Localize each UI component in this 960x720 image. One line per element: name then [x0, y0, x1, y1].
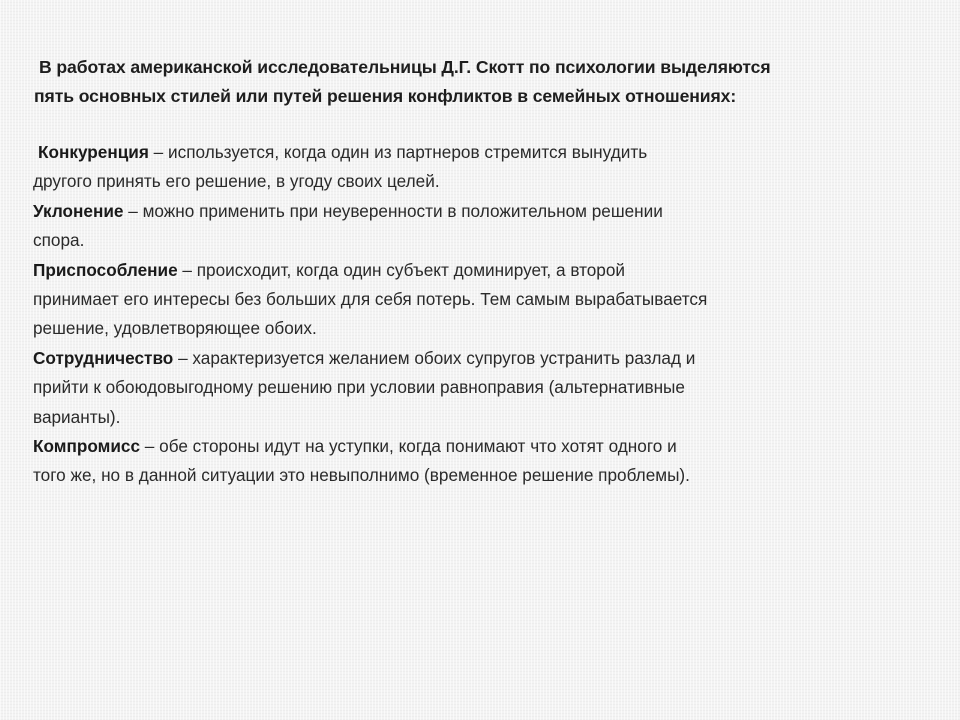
intro-line: В работах американской исследовательницы Д.Г. Скотт по психологии выделяются — [39, 57, 771, 77]
intro-paragraph — [34, 53, 894, 111]
style-term: Конкуренция — [38, 142, 149, 162]
style-line — [33, 197, 913, 226]
style-description: – происходит, когда один субъект доминирует, а второй — [177, 259, 626, 280]
intro-line: пять основных стилей или путей решения конфликтов в семейных отношениях: — [34, 86, 737, 106]
style-line: другого принять его решение, в угоду своих целей. — [33, 171, 440, 192]
style-term: Уклонение — [33, 200, 124, 221]
style-description: – характеризуется желанием обоих супругов устранить разлад и — [173, 347, 696, 368]
conflict-styles-list — [33, 138, 913, 491]
style-term: Приспособление — [33, 259, 178, 280]
style-item-konkurentsiya — [33, 138, 913, 197]
style-line — [33, 432, 913, 461]
style-item-sotrudnichestvo — [33, 344, 913, 432]
style-line: решение, удовлетворяющее обоих. — [33, 318, 317, 339]
style-description: – обе стороны идут на уступки, когда понимают что хотят одного и — [140, 436, 677, 457]
style-description: – используется, когда один из партнеров стремится вынудить — [148, 142, 648, 162]
style-term: Компромисс — [33, 436, 141, 457]
style-line — [33, 344, 913, 373]
style-item-uklonenie — [33, 197, 913, 256]
style-description: – можно применить при неуверенности в положительном решении — [123, 200, 663, 221]
style-line: того же, но в данной ситуации это невыполнимо (временное решение проблемы). — [33, 465, 690, 486]
style-line — [33, 138, 913, 167]
style-line: спора. — [33, 230, 85, 251]
style-line: прийти к обоюдовыгодному решению при условии равноправия (альтернативные — [33, 377, 685, 398]
style-line — [33, 256, 913, 285]
style-item-prisposoblenie — [33, 256, 913, 344]
style-line: варианты). — [33, 406, 121, 427]
style-line: принимает его интересы без больших для себя потерь. Тем самым вырабатывается — [33, 289, 708, 310]
style-item-kompromiss — [33, 432, 913, 491]
style-term: Сотрудничество — [33, 347, 174, 368]
